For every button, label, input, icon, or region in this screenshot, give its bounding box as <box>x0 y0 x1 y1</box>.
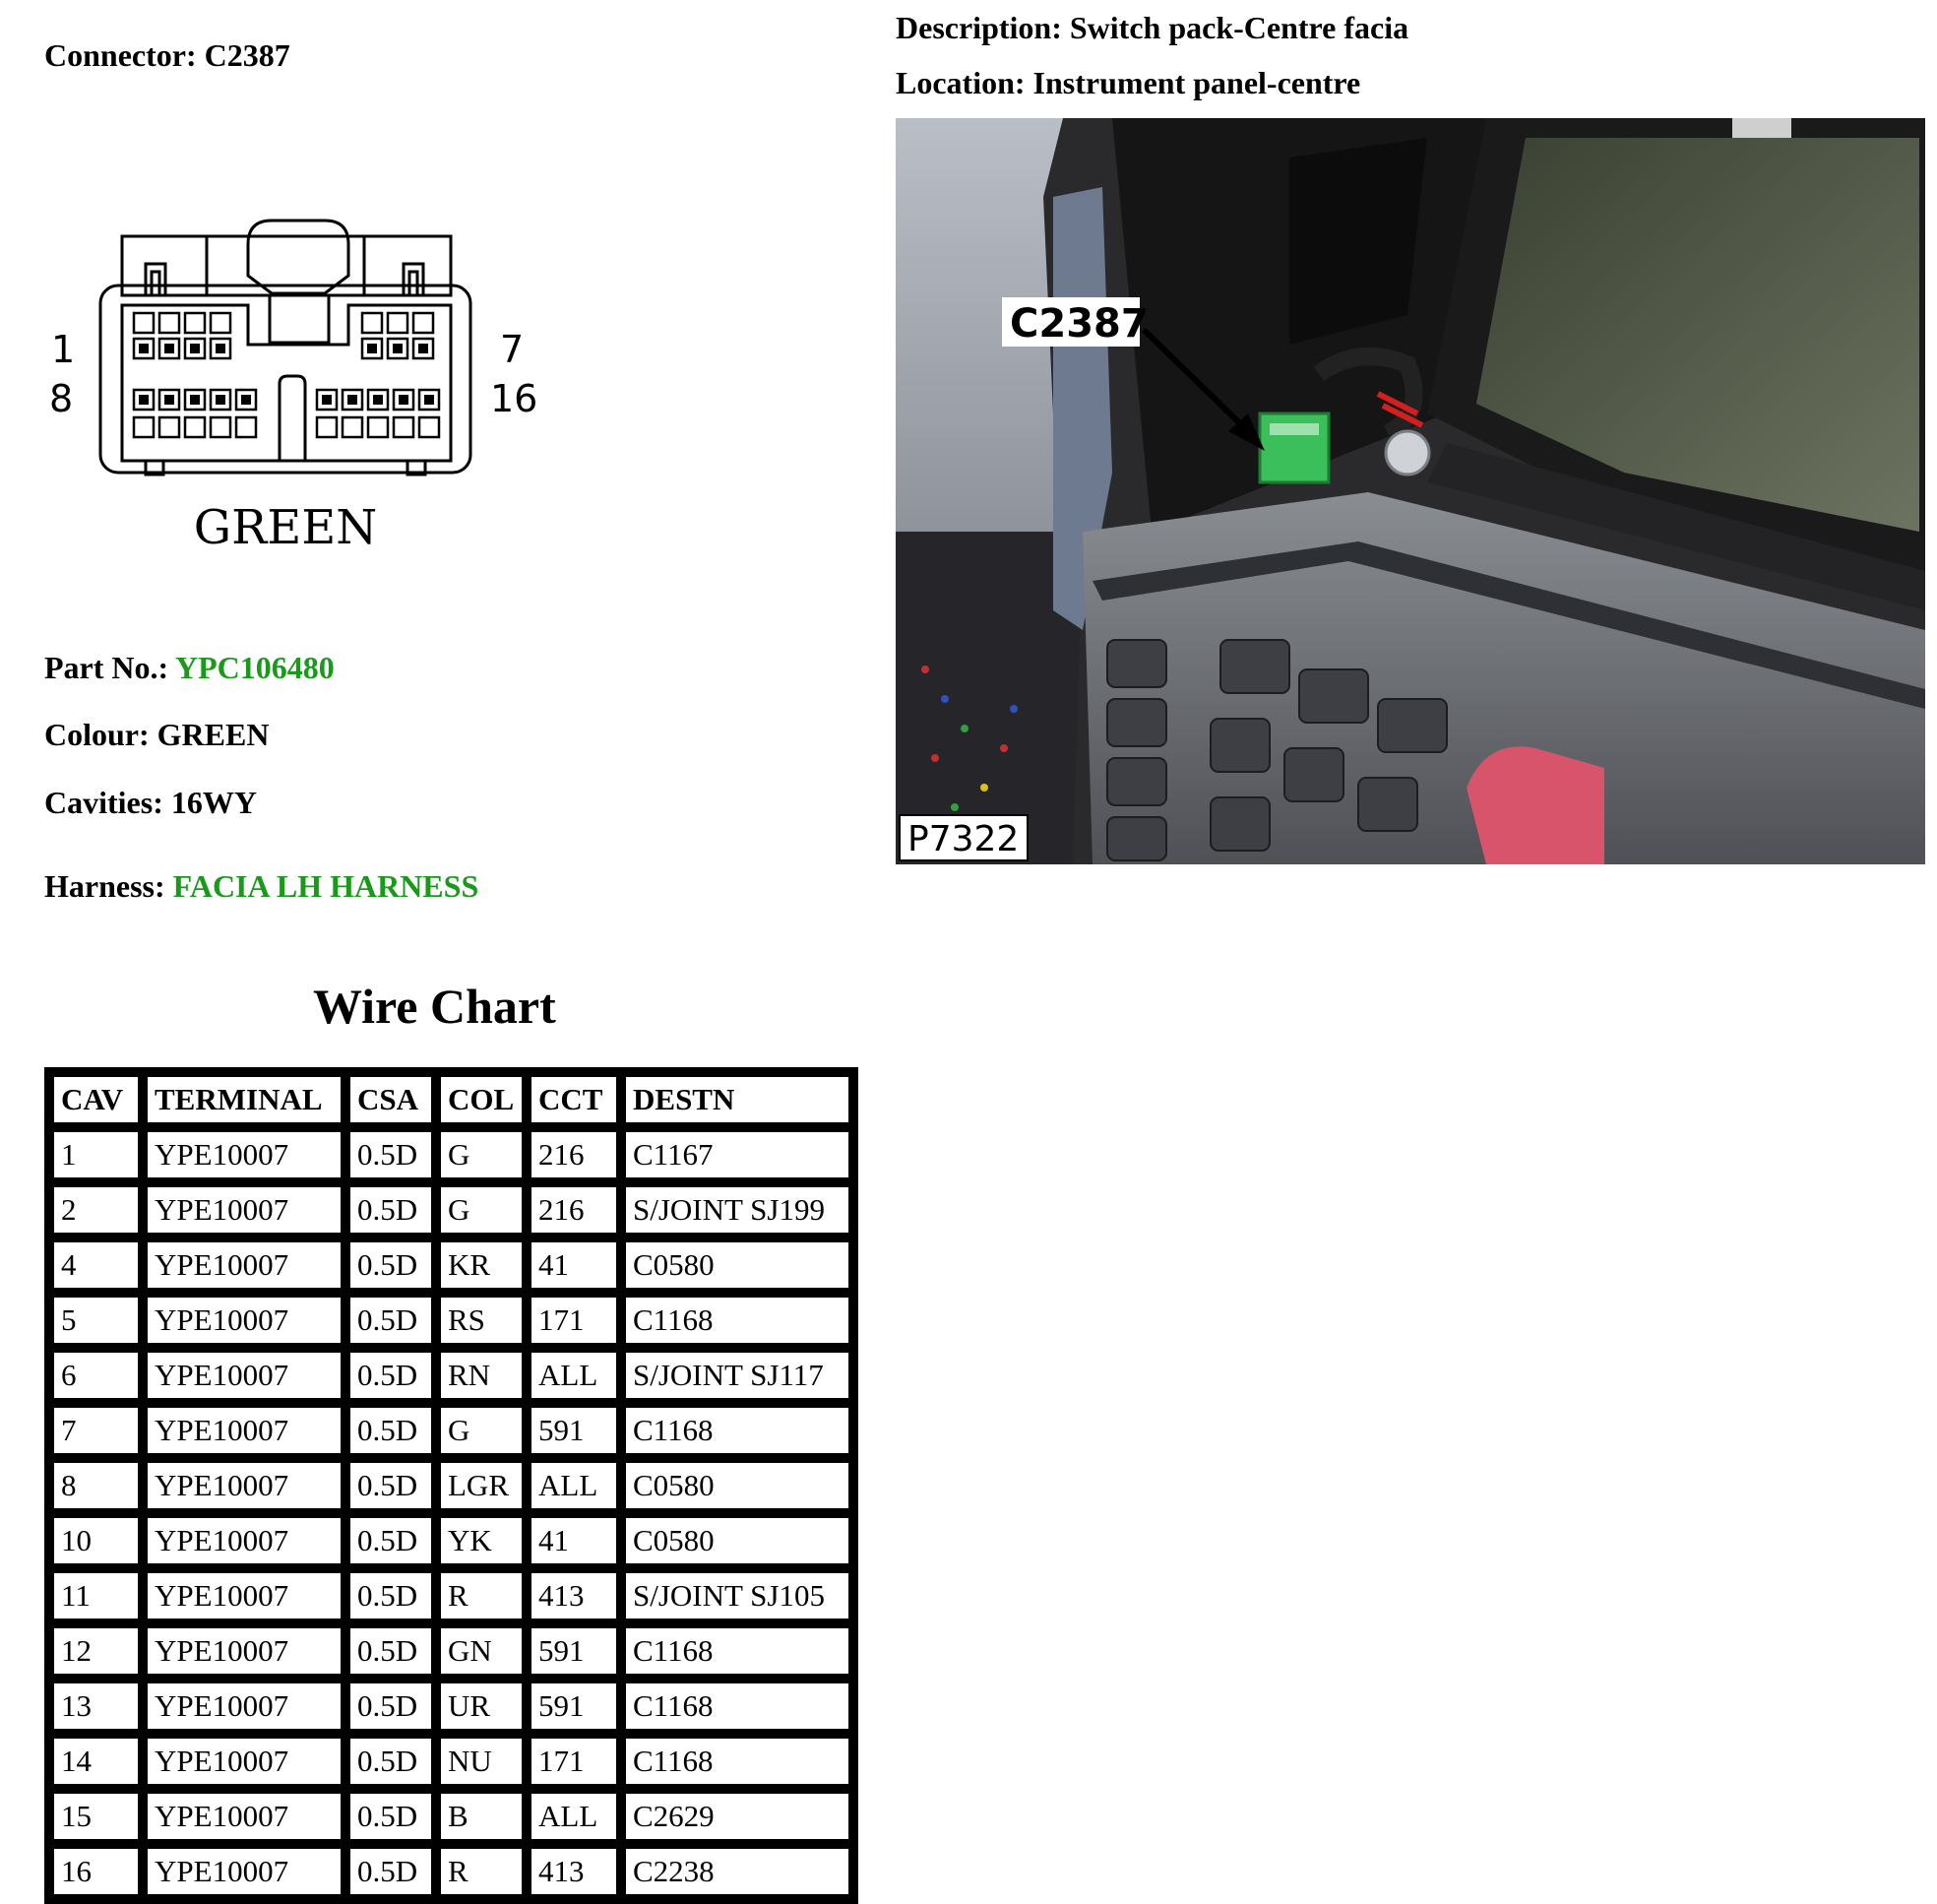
cell-destn: C1168 <box>621 1293 853 1348</box>
cell-col: LGR <box>436 1458 527 1513</box>
cell-destn: C0580 <box>621 1458 853 1513</box>
cavities-line <box>44 785 257 821</box>
cell-destn: S/JOINT SJ117 <box>621 1348 853 1403</box>
cell-col: B <box>436 1789 527 1844</box>
table-row <box>49 1568 853 1623</box>
table-row <box>49 1293 853 1348</box>
cell-col: RN <box>436 1348 527 1403</box>
part-no-label: Part No.: <box>44 650 169 685</box>
cavities-value: 16WY <box>170 785 257 820</box>
cell-col: GN <box>436 1623 527 1679</box>
description-line <box>896 10 1408 46</box>
header-destn: DESTN <box>621 1072 853 1127</box>
cell-cav: 6 <box>49 1348 143 1403</box>
header-cav: CAV <box>49 1072 143 1127</box>
table-row <box>49 1238 853 1293</box>
cell-cct: 591 <box>527 1623 621 1679</box>
part-no-link[interactable]: YPC106480 <box>174 650 335 685</box>
cell-destn: C2629 <box>621 1789 853 1844</box>
cell-destn: C0580 <box>621 1513 853 1568</box>
cell-cct: 413 <box>527 1844 621 1899</box>
cell-destn: C1168 <box>621 1734 853 1789</box>
cell-terminal: YPE10007 <box>143 1403 345 1458</box>
connector-value: C2387 <box>204 37 290 73</box>
cell-cav: 13 <box>49 1679 143 1734</box>
cell-terminal: YPE10007 <box>143 1182 345 1238</box>
cell-col: G <box>436 1127 527 1182</box>
pin-label-7: 7 <box>500 328 525 371</box>
pin-label-1: 1 <box>51 328 76 371</box>
cell-terminal: YPE10007 <box>143 1623 345 1679</box>
cell-cct: 171 <box>527 1734 621 1789</box>
cell-csa: 0.5D <box>345 1348 436 1403</box>
location-value: Instrument panel-centre <box>1032 65 1361 100</box>
table-row <box>49 1182 853 1238</box>
table-row <box>49 1844 853 1899</box>
cell-csa: 0.5D <box>345 1568 436 1623</box>
cell-col: UR <box>436 1679 527 1734</box>
cell-csa: 0.5D <box>345 1293 436 1348</box>
cell-csa: 0.5D <box>345 1789 436 1844</box>
pin-label-16: 16 <box>490 377 538 420</box>
cell-cct: 41 <box>527 1238 621 1293</box>
cell-col: NU <box>436 1734 527 1789</box>
cell-terminal: YPE10007 <box>143 1348 345 1403</box>
cell-cav: 8 <box>49 1458 143 1513</box>
cell-col: YK <box>436 1513 527 1568</box>
photo-illustration <box>896 118 1925 864</box>
table-row <box>49 1789 853 1844</box>
cell-col: RS <box>436 1293 527 1348</box>
cell-csa: 0.5D <box>345 1127 436 1182</box>
connector-line <box>44 37 290 74</box>
cavities-label: Cavities: <box>44 785 163 820</box>
harness-label: Harness: <box>44 868 165 904</box>
table-row <box>49 1679 853 1734</box>
cell-csa: 0.5D <box>345 1513 436 1568</box>
cell-terminal: YPE10007 <box>143 1127 345 1182</box>
cell-terminal: YPE10007 <box>143 1844 345 1899</box>
wire-chart-table <box>44 1067 858 1904</box>
cell-terminal: YPE10007 <box>143 1734 345 1789</box>
table-row <box>49 1403 853 1458</box>
connector-label: Connector: <box>44 37 197 73</box>
cell-terminal: YPE10007 <box>143 1238 345 1293</box>
connector-diagram <box>39 215 551 569</box>
cell-col: G <box>436 1403 527 1458</box>
location-photo <box>896 118 1925 864</box>
cell-cav: 11 <box>49 1568 143 1623</box>
header-csa: CSA <box>345 1072 436 1127</box>
cell-cav: 5 <box>49 1293 143 1348</box>
cell-cct: ALL <box>527 1348 621 1403</box>
cell-cav: 7 <box>49 1403 143 1458</box>
header-col: COL <box>436 1072 527 1127</box>
cell-col: R <box>436 1568 527 1623</box>
cell-terminal: YPE10007 <box>143 1513 345 1568</box>
colour-value: GREEN <box>156 717 270 752</box>
cell-terminal: YPE10007 <box>143 1293 345 1348</box>
cell-cav: 14 <box>49 1734 143 1789</box>
cell-cct: 216 <box>527 1127 621 1182</box>
cell-destn: C1168 <box>621 1623 853 1679</box>
cell-csa: 0.5D <box>345 1679 436 1734</box>
cell-csa: 0.5D <box>345 1623 436 1679</box>
description-value: Switch pack-Centre facia <box>1069 10 1409 45</box>
table-row <box>49 1458 853 1513</box>
cell-col: KR <box>436 1238 527 1293</box>
table-row <box>49 1513 853 1568</box>
cell-csa: 0.5D <box>345 1734 436 1789</box>
colour-label: Colour: <box>44 717 150 752</box>
cell-cav: 4 <box>49 1238 143 1293</box>
cell-cav: 1 <box>49 1127 143 1182</box>
table-row <box>49 1348 853 1403</box>
cell-csa: 0.5D <box>345 1844 436 1899</box>
cell-csa: 0.5D <box>345 1238 436 1293</box>
cell-csa: 0.5D <box>345 1458 436 1513</box>
cell-destn: C2238 <box>621 1844 853 1899</box>
pin-label-8: 8 <box>49 377 74 420</box>
cell-cct: ALL <box>527 1458 621 1513</box>
photo-callout-label: C2387 <box>1010 301 1149 347</box>
cell-cav: 12 <box>49 1623 143 1679</box>
cell-terminal: YPE10007 <box>143 1789 345 1844</box>
cell-csa: 0.5D <box>345 1403 436 1458</box>
location-label: Location: <box>896 65 1026 100</box>
cell-destn: C1168 <box>621 1679 853 1734</box>
cell-cct: 591 <box>527 1403 621 1458</box>
diagram-color-text: GREEN <box>193 500 378 555</box>
colour-line <box>44 717 269 753</box>
harness-link[interactable]: FACIA LH HARNESS <box>172 868 479 904</box>
cell-destn: C1167 <box>621 1127 853 1182</box>
table-row <box>49 1734 853 1789</box>
cell-destn: S/JOINT SJ199 <box>621 1182 853 1238</box>
cell-cct: 41 <box>527 1513 621 1568</box>
table-header-row <box>49 1072 853 1127</box>
cell-cav: 15 <box>49 1789 143 1844</box>
part-no-line <box>44 650 335 686</box>
cell-col: G <box>436 1182 527 1238</box>
wire-chart-body <box>49 1127 853 1899</box>
cell-cav: 10 <box>49 1513 143 1568</box>
photo-ref-label: P7322 <box>907 819 1020 859</box>
cell-destn: C1168 <box>621 1403 853 1458</box>
cell-cct: 171 <box>527 1293 621 1348</box>
cell-col: R <box>436 1844 527 1899</box>
location-line <box>896 65 1360 101</box>
cell-cct: 216 <box>527 1182 621 1238</box>
cell-cav: 2 <box>49 1182 143 1238</box>
harness-line <box>44 868 478 905</box>
table-row <box>49 1127 853 1182</box>
cell-terminal: YPE10007 <box>143 1458 345 1513</box>
wire-chart-title: Wire Chart <box>313 979 556 1034</box>
description-label: Description: <box>896 10 1062 45</box>
header-terminal: TERMINAL <box>143 1072 345 1127</box>
cell-cct: 591 <box>527 1679 621 1734</box>
cell-destn: C0580 <box>621 1238 853 1293</box>
cell-cct: 413 <box>527 1568 621 1623</box>
cell-cav: 16 <box>49 1844 143 1899</box>
cell-destn: S/JOINT SJ105 <box>621 1568 853 1623</box>
cell-csa: 0.5D <box>345 1182 436 1238</box>
cell-terminal: YPE10007 <box>143 1679 345 1734</box>
table-row <box>49 1623 853 1679</box>
cell-terminal: YPE10007 <box>143 1568 345 1623</box>
cell-cct: ALL <box>527 1789 621 1844</box>
header-cct: CCT <box>527 1072 621 1127</box>
